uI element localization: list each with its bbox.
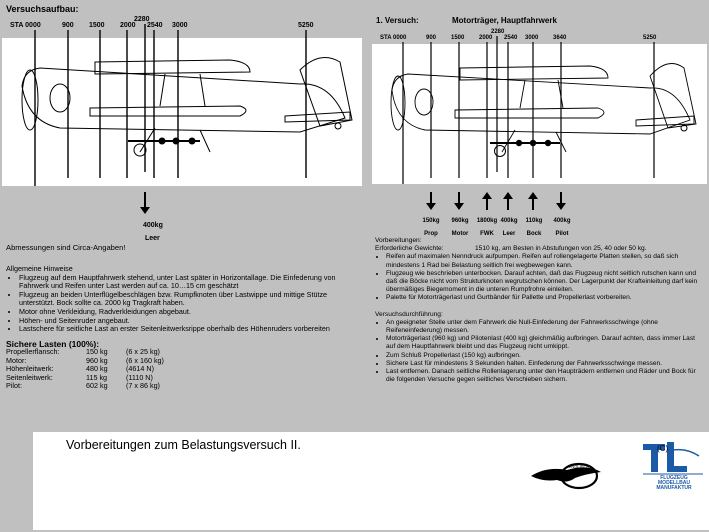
right-station-label: 900 — [426, 35, 437, 41]
left-airplane-diagram — [2, 16, 362, 242]
logo-line: MODELLBAU — [658, 480, 690, 486]
list-item: • Reifen auf maximalen Nenndruck aufpumpen. Reifen auf rollengelagerte Platten stellen, so daß sich mindestens 1 Rad bei Belastung seitlich frei wegbewegen kann. — [386, 253, 701, 269]
dimensions-note: Abmessungen sind Circa-Angaben! — [6, 243, 126, 252]
list-item: • Flugzeug auf dem Hauptfahrwerk stehend, unter Last später in Horizontallage. Die Einfederung von Fahrwerk und Reifen unter Last werden auf ca. 10…15 cm geschätzt — [19, 274, 360, 291]
arrow-up-icon — [528, 192, 538, 210]
right-diagram-title: 1. Versuch: — [376, 16, 419, 25]
load-detail: (6 x 25 kg) — [126, 347, 160, 357]
load-name: Seitenleitwerk: — [6, 372, 53, 382]
right-airplane-diagram — [372, 16, 707, 237]
list-item: • Last entfernen. Danach seitliche Rollenlagerung unter den Haupträdern entfernen und Räder und Bock für die folgenden Versuche gegen seitliches Verschieben sichern. — [386, 368, 701, 384]
right-station-label: 1500 — [451, 35, 465, 41]
left-load-value: 400kg — [143, 222, 163, 229]
arrow-up-icon — [482, 192, 492, 210]
right-load-value: 1800kg — [476, 218, 498, 224]
right-load-value: 960kg — [451, 218, 469, 224]
execution-list — [375, 319, 701, 385]
right-load-value: 150kg — [422, 218, 440, 224]
table-row — [6, 382, 164, 390]
load-value: 150 kg — [86, 347, 108, 357]
left-station-label: STA 0000 — [10, 22, 41, 29]
safe-loads-table — [6, 348, 164, 390]
general-notes-title: Allgemeine Hinweise — [6, 264, 73, 273]
execution-title: Versuchsdurchführung: — [375, 310, 443, 318]
required-weights — [375, 245, 701, 253]
list-item: • Flugzeug an beiden Unterflügelbeschlägen bzw. Rumpfknoten über Lastwippe und mittige Stütze unterstützt. Bock sollte ca. 2000 kg Tragkraft haben. — [19, 291, 360, 308]
required-weights-value: 1510 kg, am Besten in Abstufungen von 25, 40 oder 50 kg. — [475, 245, 647, 253]
footer-banner — [33, 432, 709, 530]
list-item: • Motor ohne Verkleidung, Radverkleidungen abgebaut. — [19, 308, 360, 317]
preparations-title: Vorbereitungen: — [375, 237, 422, 244]
right-station-label: 2280 — [491, 29, 505, 35]
right-load-arrows — [426, 192, 566, 210]
list-item: • Lastschere für seitliche Last an erster Seitenleitwerksrippe oberhalb des Höhenruders vorbereiten — [19, 325, 360, 334]
diagrams — [0, 0, 709, 253]
load-name: Pilot: — [6, 380, 22, 390]
safe-loads-title: Sichere Lasten (100%): — [6, 338, 100, 349]
left-station-label: 3000 — [172, 22, 188, 29]
left-station-label: 2280 — [134, 16, 150, 23]
right-load-label: Bock — [526, 231, 542, 237]
list-item: • Höhen- und Seitenruder angebaut. — [19, 317, 360, 326]
left-station-label: 5250 — [298, 22, 314, 29]
left-diagram-bg — [2, 38, 362, 186]
load-name: Propellerflansch: — [6, 347, 60, 357]
preparations-list — [375, 253, 701, 302]
eagle-logo-icon — [527, 454, 605, 494]
right-load-label: Leer — [502, 231, 516, 237]
right-diagram-subtitle: Motorträger, Hauptfahrwerk — [452, 16, 557, 25]
flugzeug-manufaktur-logo-icon — [643, 440, 705, 490]
load-value: 115 kg — [86, 372, 108, 382]
copyright-mark: (C) — [657, 444, 669, 453]
right-station-label: 3640 — [553, 35, 567, 41]
right-text-column — [375, 237, 701, 384]
left-station-label: 900 — [62, 22, 74, 29]
right-load-value: 400kg — [553, 218, 571, 224]
list-item: • Palette für Motorträgerlast und Gurtbänder für Pallette und Propellerlast vorbereiten. — [386, 294, 701, 302]
eagle-logo-text: ENGLISCH — [568, 464, 590, 469]
right-station-label: 2000 — [479, 35, 493, 41]
left-text-column — [6, 265, 360, 390]
load-detail: (7 x 86 kg) — [126, 380, 160, 390]
arrow-up-icon — [503, 192, 513, 210]
left-station-label: 1500 — [89, 22, 105, 29]
left-station-label: 2540 — [147, 22, 163, 29]
right-station-label: 5250 — [643, 35, 657, 41]
logo-line: FLUGZEUG — [660, 475, 688, 481]
left-load-arrow — [140, 192, 150, 214]
right-load-label: Pilot — [555, 231, 569, 237]
logo-line: MANUFAKTUR — [656, 485, 692, 490]
load-value: 960 kg — [86, 355, 108, 365]
right-load-label: Prop — [424, 231, 438, 237]
load-detail: (4614 N) — [126, 364, 154, 374]
list-item: • Zum Schluß Propellerlast (150 kg) aufbringen. — [386, 352, 701, 360]
right-load-label: FWK — [480, 231, 494, 237]
right-station-label: 3000 — [525, 35, 539, 41]
list-item: • Motorträgerlast (960 kg) und Pilotenlast (400 kg) gleichmäßig aufbringen. Darauf achten, dass immer Last auf dem Hauptfahrwerk bleibt und das Flugzeug nicht umkippt. — [386, 335, 701, 351]
right-station-label: STA 0000 — [380, 35, 407, 41]
left-diagram-title: Versuchsaufbau: — [6, 4, 79, 14]
list-item: • Sichere Last für mindestens 3 Sekunden halten. Einfederung der Fahrwerksschwinge messen. — [386, 360, 701, 368]
load-value: 480 kg — [86, 364, 108, 374]
list-item: • An geeigneter Stelle unter dem Fahrwerk die Null-Einfederung der Fahrwerksschwinge (ohne Reifeneinfederung) messen. — [386, 319, 701, 335]
right-diagram-bg — [372, 44, 707, 184]
right-load-value: 110kg — [525, 218, 543, 224]
arrow-down-icon — [454, 192, 464, 210]
list-item: • Flugzeug wie beschrieben unterbocken. Darauf achten, daß das Flugzeug nicht seitlich rutschen kann und daß die Böcke nicht vom Strukturknoten wegrutschen können. Der Lagerpunkt der Krafteinleitung darf kein übermäßiges Biegemoment in die unteren Rumpfrohre einleiten. — [386, 270, 701, 295]
general-notes-list — [6, 274, 360, 334]
load-detail: (1110 N) — [126, 372, 153, 382]
left-station-label: 2000 — [120, 22, 136, 29]
right-load-value: 400kg — [500, 218, 518, 224]
arrow-down-icon — [426, 192, 436, 210]
banner-title: Vorbereitungen zum Belastungsversuch II. — [66, 438, 301, 452]
load-name: Motor: — [6, 355, 27, 365]
right-station-label: 2540 — [504, 35, 518, 41]
load-name: Höhenleitwerk: — [6, 364, 54, 374]
arrow-down-icon — [556, 192, 566, 210]
right-load-label: Motor — [451, 231, 469, 237]
load-value: 602 kg — [86, 380, 108, 390]
required-weights-label: Erforderliche Gewichte: — [375, 245, 444, 253]
load-detail: (6 x 160 kg) — [126, 355, 164, 365]
left-load-label: Leer — [145, 235, 160, 242]
